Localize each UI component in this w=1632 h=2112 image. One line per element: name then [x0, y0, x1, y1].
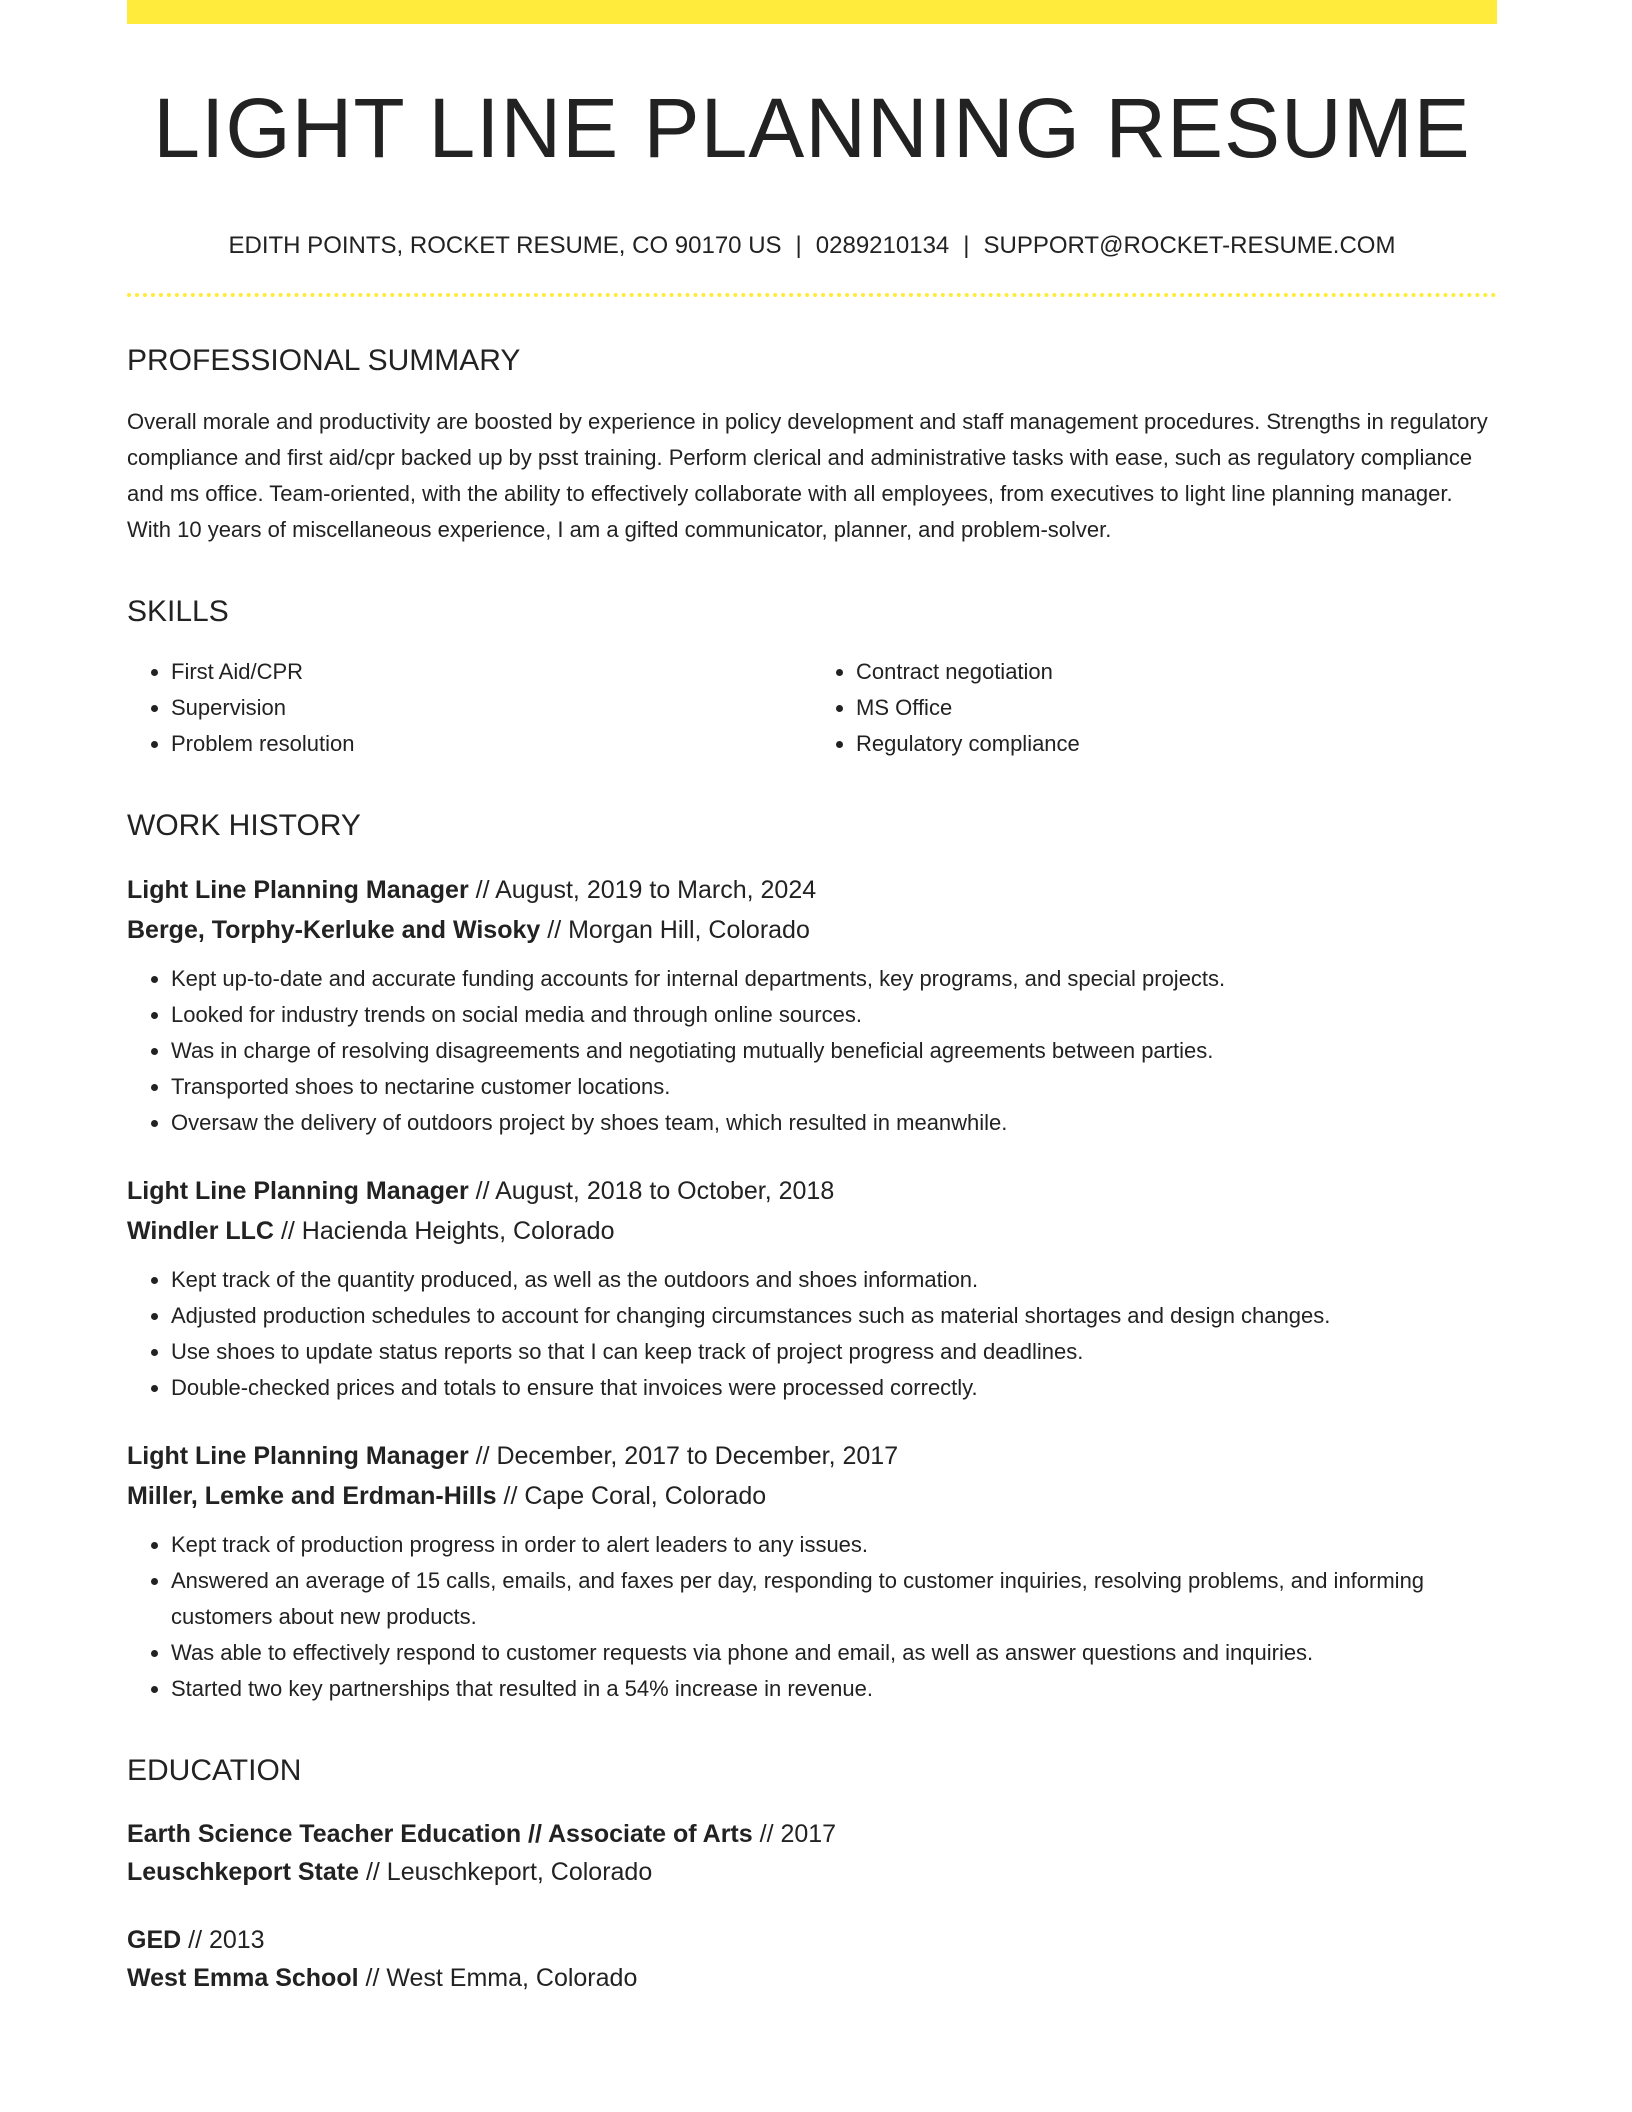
job-role: Light Line Planning Manager: [127, 1442, 469, 1471]
job-bullet: • Transported shoes to nectarine customer locations.: [171, 1069, 1497, 1105]
contact-email: SUPPORT@ROCKET-RESUME.COM: [983, 232, 1396, 260]
job-bullet: • Was able to effectively respond to customer requests via phone and email, as well as answer questions and inquiries.: [171, 1635, 1497, 1671]
job-bullet: • Kept track of the quantity produced, as well as the outdoors and shoes information.: [171, 1262, 1497, 1298]
job-bullet: • Kept up-to-date and accurate funding accounts for internal departments, key programs, and special projects.: [171, 961, 1497, 997]
skills-heading: SKILLS: [127, 595, 229, 629]
job-bullets: [127, 1262, 1497, 1406]
skill-item: • First Aid/CPR: [171, 654, 812, 690]
job-company: Windler LLC: [127, 1217, 274, 1246]
job-entry: [127, 870, 1497, 1141]
job-location: // Cape Coral, Colorado: [496, 1482, 767, 1511]
education-school: Leuschkeport State: [127, 1858, 360, 1887]
education-school-line: [127, 1853, 1497, 1891]
education-degree-line: [127, 1921, 1497, 1959]
skill-item: • Supervision: [171, 690, 812, 726]
job-bullets: [127, 1527, 1497, 1707]
education-entry: [127, 1815, 1497, 1891]
job-bullet: • Looked for industry trends on social media and through online sources.: [171, 997, 1497, 1033]
contact-separator: |: [795, 232, 802, 260]
job-dates: // December, 2017 to December, 2017: [468, 1442, 899, 1471]
education-heading: EDUCATION: [127, 1754, 302, 1788]
job-title-line: [127, 1171, 1497, 1211]
job-bullet: • Oversaw the delivery of outdoors project by shoes team, which resulted in meanwhile.: [171, 1105, 1497, 1141]
education-location: // Leuschkeport, Colorado: [359, 1858, 653, 1887]
resume-title: LIGHT LINE PLANNING RESUME: [153, 81, 1471, 175]
contact-address: EDITH POINTS, ROCKET RESUME, CO 90170 US: [228, 232, 782, 260]
job-title-line: [127, 1436, 1497, 1476]
summary-heading: PROFESSIONAL SUMMARY: [127, 344, 521, 378]
job-company-line: [127, 1211, 1497, 1251]
education-degree: Earth Science Teacher Education // Associate of Arts: [127, 1820, 753, 1849]
job-bullet: • Adjusted production schedules to account for changing circumstances such as material shortages and design changes.: [171, 1298, 1497, 1334]
job-bullet: • Kept track of production progress in order to alert leaders to any issues.: [171, 1527, 1497, 1563]
education-year: // 2017: [752, 1820, 837, 1849]
accent-top-bar: [127, 0, 1497, 24]
job-company: Berge, Torphy-Kerluke and Wisoky: [127, 916, 541, 945]
job-location: // Morgan Hill, Colorado: [540, 916, 810, 945]
contact-line: [127, 232, 1497, 261]
contact-phone: 0289210134: [815, 232, 950, 260]
summary-text: Overall morale and productivity are boosted by experience in policy development and staff management procedures. Strengths in regulatory compliance and first aid/cpr backed up by psst training. Perform clerical and administrative tasks with ease, such as regulatory compliance and ms office. Team-oriented, with the ability to effectively collaborate with all employees, from executives to light line planning manager. With 10 years of miscellaneous experience, I am a gifted communicator, planner, and problem-solver.: [127, 409, 1488, 543]
job-role: Light Line Planning Manager: [127, 876, 469, 905]
job-dates: // August, 2019 to March, 2024: [468, 876, 817, 905]
skill-item: • Contract negotiation: [856, 654, 1497, 690]
job-location: // Hacienda Heights, Colorado: [274, 1217, 615, 1246]
education-school: West Emma School: [127, 1964, 359, 1993]
job-bullet: • Started two key partnerships that resulted in a 54% increase in revenue.: [171, 1671, 1497, 1707]
skill-item: • Problem resolution: [171, 726, 812, 762]
skills-column-right: [812, 654, 1497, 762]
job-bullet: • Double-checked prices and totals to ensure that invoices were processed correctly.: [171, 1370, 1497, 1406]
education-year: // 2013: [181, 1926, 265, 1955]
job-bullet: • Was in charge of resolving disagreements and negotiating mutually beneficial agreements between parties.: [171, 1033, 1497, 1069]
job-entry: [127, 1171, 1497, 1406]
dotted-divider: [127, 293, 1497, 297]
job-entry: [127, 1436, 1497, 1707]
education-location: // West Emma, Colorado: [358, 1964, 638, 1993]
job-bullet: • Use shoes to update status reports so that I can keep track of project progress and deadlines.: [171, 1334, 1497, 1370]
job-title-line: [127, 870, 1497, 910]
skill-item: • Regulatory compliance: [856, 726, 1497, 762]
job-bullets: [127, 961, 1497, 1141]
education-entry: [127, 1921, 1497, 1997]
contact-separator: |: [963, 232, 970, 260]
resume-page: [127, 0, 1497, 1997]
job-role: Light Line Planning Manager: [127, 1177, 469, 1206]
skills-list: [127, 654, 1497, 762]
education-school-line: [127, 1959, 1497, 1997]
skills-column-left: [127, 654, 812, 762]
job-dates: // August, 2018 to October, 2018: [468, 1177, 835, 1206]
job-company-line: [127, 910, 1497, 950]
education-degree-line: [127, 1815, 1497, 1853]
job-bullet: • Answered an average of 15 calls, emails, and faxes per day, responding to customer inquiries, resolving problems, and informing customers about new products.: [171, 1563, 1497, 1635]
education-degree: GED: [127, 1926, 182, 1955]
job-company: Miller, Lemke and Erdman-Hills: [127, 1482, 497, 1511]
skill-item: • MS Office: [856, 690, 1497, 726]
work-history-heading: WORK HISTORY: [127, 809, 361, 843]
job-company-line: [127, 1476, 1497, 1516]
